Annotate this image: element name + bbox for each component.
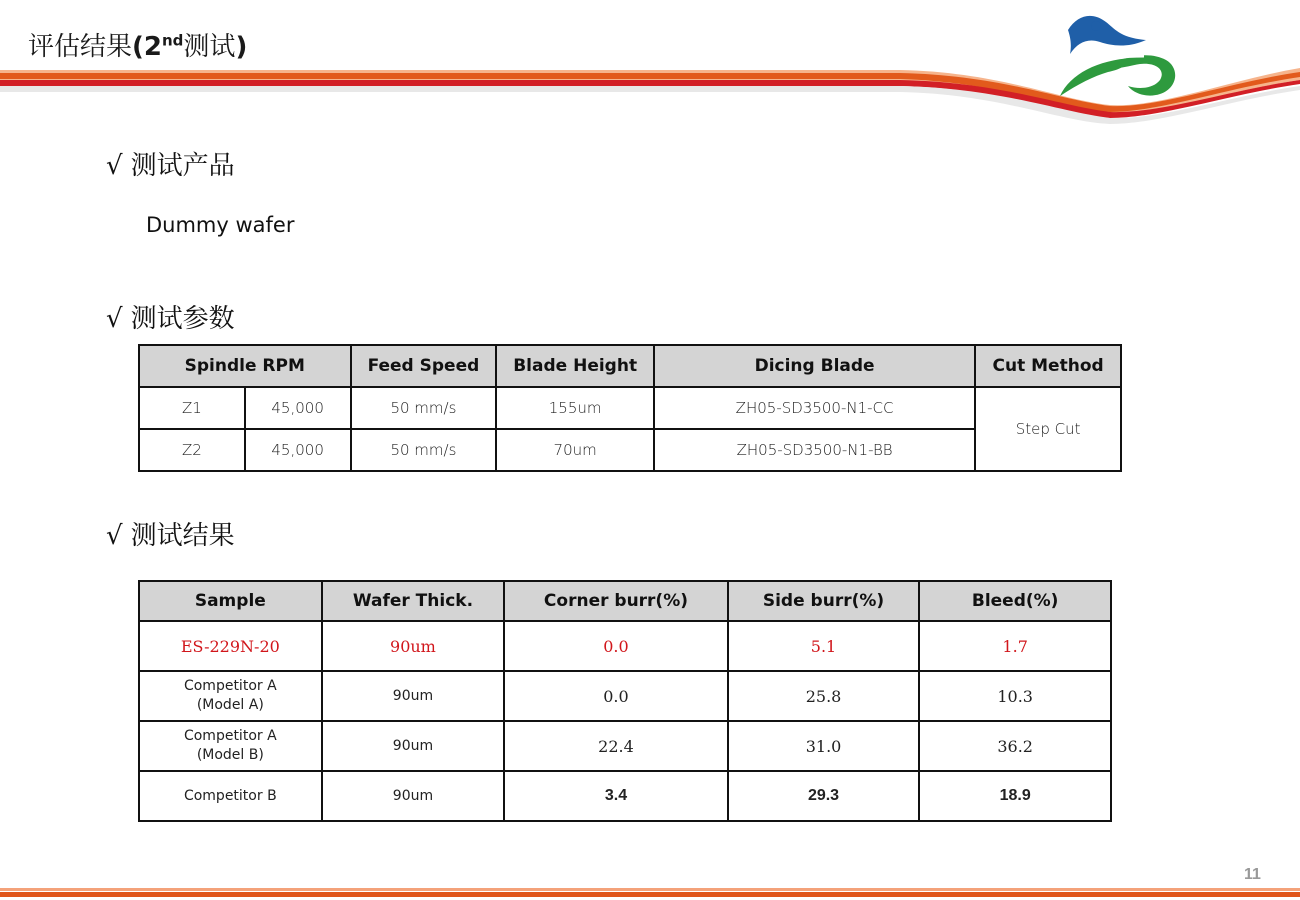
checkmark-icon: √ [106, 304, 123, 334]
test-parameters-table [138, 344, 1122, 472]
table-row [139, 771, 1111, 821]
table-header-row [139, 345, 1121, 387]
checkmark-icon: √ [106, 521, 123, 551]
table-row [139, 671, 1111, 721]
cell-corner: 0.0 [504, 671, 727, 721]
section-test-params-heading [106, 298, 235, 335]
section-test-results-label: 测试结果 [130, 521, 235, 551]
cell-sample [139, 671, 322, 721]
cell-axis: Z2 [139, 429, 245, 471]
table-row-highlight [139, 621, 1111, 671]
test-results-table [138, 580, 1112, 822]
header-blade-height: Blade Height [496, 345, 654, 387]
footer-line [0, 892, 1300, 897]
cell-thick: 90um [322, 621, 505, 671]
table-row [139, 387, 1121, 429]
header-side-burr: Side burr(%) [728, 581, 920, 621]
cell-thick: 90um [322, 771, 505, 821]
sample-line1: Competitor A [183, 678, 277, 694]
cell-thick: 90um [322, 671, 505, 721]
company-logo [1048, 8, 1188, 108]
sample-line1: Competitor A [183, 728, 277, 744]
table-row [139, 429, 1121, 471]
cell-corner: 0.0 [504, 621, 727, 671]
title-text-cn2: 测试 [183, 32, 236, 62]
section-test-product-heading [106, 145, 235, 182]
header-cut-method: Cut Method [975, 345, 1121, 387]
cell-side: 31.0 [728, 721, 920, 771]
cell-corner: 3.4 [504, 771, 727, 821]
cell-sample: ES-229N-20 [139, 621, 322, 671]
page-title [28, 26, 247, 63]
section-test-product-label: 测试产品 [130, 151, 235, 181]
header-corner-burr: Corner burr(%) [504, 581, 727, 621]
cell-side: 29.3 [728, 771, 920, 821]
header-bleed: Bleed(%) [919, 581, 1111, 621]
section-test-params-label: 测试参数 [130, 304, 235, 334]
cell-sample: Competitor B [139, 771, 322, 821]
cell-bleed: 1.7 [919, 621, 1111, 671]
cell-axis: Z1 [139, 387, 245, 429]
cell-cut-method: Step Cut [975, 387, 1121, 471]
test-product-value: Dummy wafer [146, 213, 295, 237]
cell-feed: 50 mm/s [351, 429, 497, 471]
title-paren-open: (2 [132, 32, 162, 62]
header-sample: Sample [139, 581, 322, 621]
header-dicing-blade: Dicing Blade [654, 345, 975, 387]
page-number: 11 [1244, 866, 1261, 883]
cell-rpm: 45,000 [245, 429, 351, 471]
title-paren-close: ) [235, 32, 248, 62]
cell-blade: ZH05-SD3500-N1-BB [654, 429, 975, 471]
title-text-cn: 评估结果 [28, 32, 133, 62]
title-superscript: nd [162, 31, 184, 50]
cell-bleed: 18.9 [919, 771, 1111, 821]
cell-side: 5.1 [728, 621, 920, 671]
header-feed-speed: Feed Speed [351, 345, 497, 387]
cell-side: 25.8 [728, 671, 920, 721]
header-wafer-thick: Wafer Thick. [322, 581, 505, 621]
footer-line-light [0, 888, 1300, 891]
checkmark-icon: √ [106, 151, 123, 181]
cell-rpm: 45,000 [245, 387, 351, 429]
cell-bleed: 36.2 [919, 721, 1111, 771]
cell-blade: ZH05-SD3500-N1-CC [654, 387, 975, 429]
header-spindle-rpm: Spindle RPM [139, 345, 351, 387]
section-test-results-heading [106, 515, 235, 552]
sample-line2: (Model A) [196, 697, 264, 713]
table-header-row [139, 581, 1111, 621]
cell-sample [139, 721, 322, 771]
table-row [139, 721, 1111, 771]
sample-line2: (Model B) [196, 747, 264, 763]
cell-corner: 22.4 [504, 721, 727, 771]
cell-thick: 90um [322, 721, 505, 771]
cell-bleed: 10.3 [919, 671, 1111, 721]
cell-height: 70um [496, 429, 654, 471]
cell-height: 155um [496, 387, 654, 429]
cell-feed: 50 mm/s [351, 387, 497, 429]
